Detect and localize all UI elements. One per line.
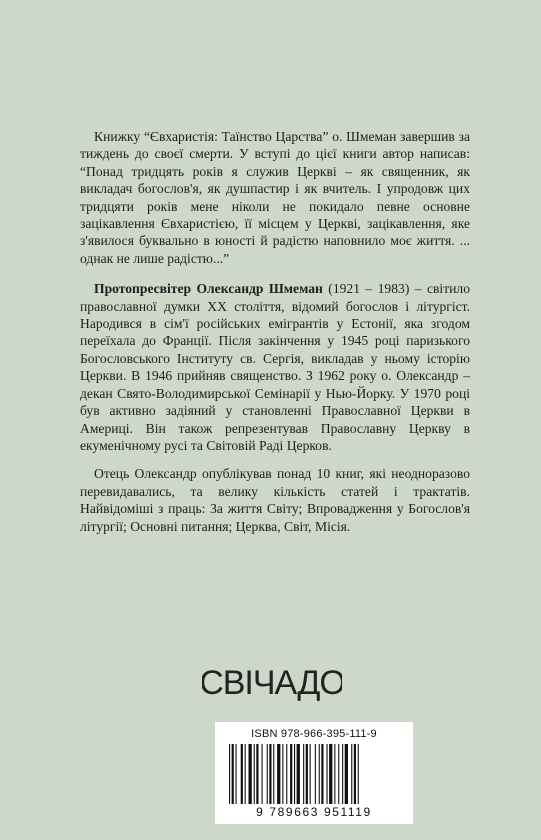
barcode-bars [229, 744, 399, 804]
publications-paragraph: Отець Олександр опублікував понад 10 книг, які неодноразово перевидавались, та велику кількість статей і трактатів. Найвідоміші з праць: За життя Світу; Впровадження у Богослов'я літургії; Основні питання; Церква, Світ, Місія. [80, 466, 470, 534]
publisher-logo-text: СВІЧАДО [202, 664, 342, 702]
publisher-logo [202, 654, 342, 704]
intro-paragraph: Книжку “Євхаристія: Таїнство Царства” о. Шмеман завершив за тиждень до своєї смерти. У вступі до цієї книги автор написав: “Понад тридцять років я служив Церкві – як священник, як викладач богослов'я, як душпастир і як вчитель. І упродовж цих тридцяти років мене ніколи не покидало певне основне зацікавлення Євхаристією, її місцем у Церкві, зацікавлення, яке з'явилося буквально в юності й радістю наповнило моє життя. ... однак не лише радістю...” [80, 129, 470, 266]
back-cover-text [80, 128, 470, 546]
isbn-barcode [215, 722, 413, 824]
biography-text: (1921 – 1983) – світило православної думки ХХ століття, відомий богослов і літургіст. Народився в сім'ї російських емігрантів у Естонії, яка згодом переїхала до Франції. Після закінчення у 1945 році паризького Богословського Інституту св. Сергія, викладав у ньому історію Церкви. В 1946 прийняв священство. З 1962 року о. Олександр – декан Свято-Володимирської Семінарії у Нью-Йорку. У 1970 році був активно задіяний у становленні Православної Церкви в Америці. Він також репрезентував Православну Церкву в екуменічному русі та Світовій Раді Церков. [80, 281, 470, 453]
isbn-label: ISBN 978-966-395-111-9 [251, 728, 377, 740]
publisher-logo-mark [202, 654, 342, 704]
biography-paragraph [80, 280, 470, 454]
author-name: Протопресвітер Олександр Шмеман [94, 281, 323, 297]
barcode-digits: 9 789663 951119 [256, 805, 372, 819]
